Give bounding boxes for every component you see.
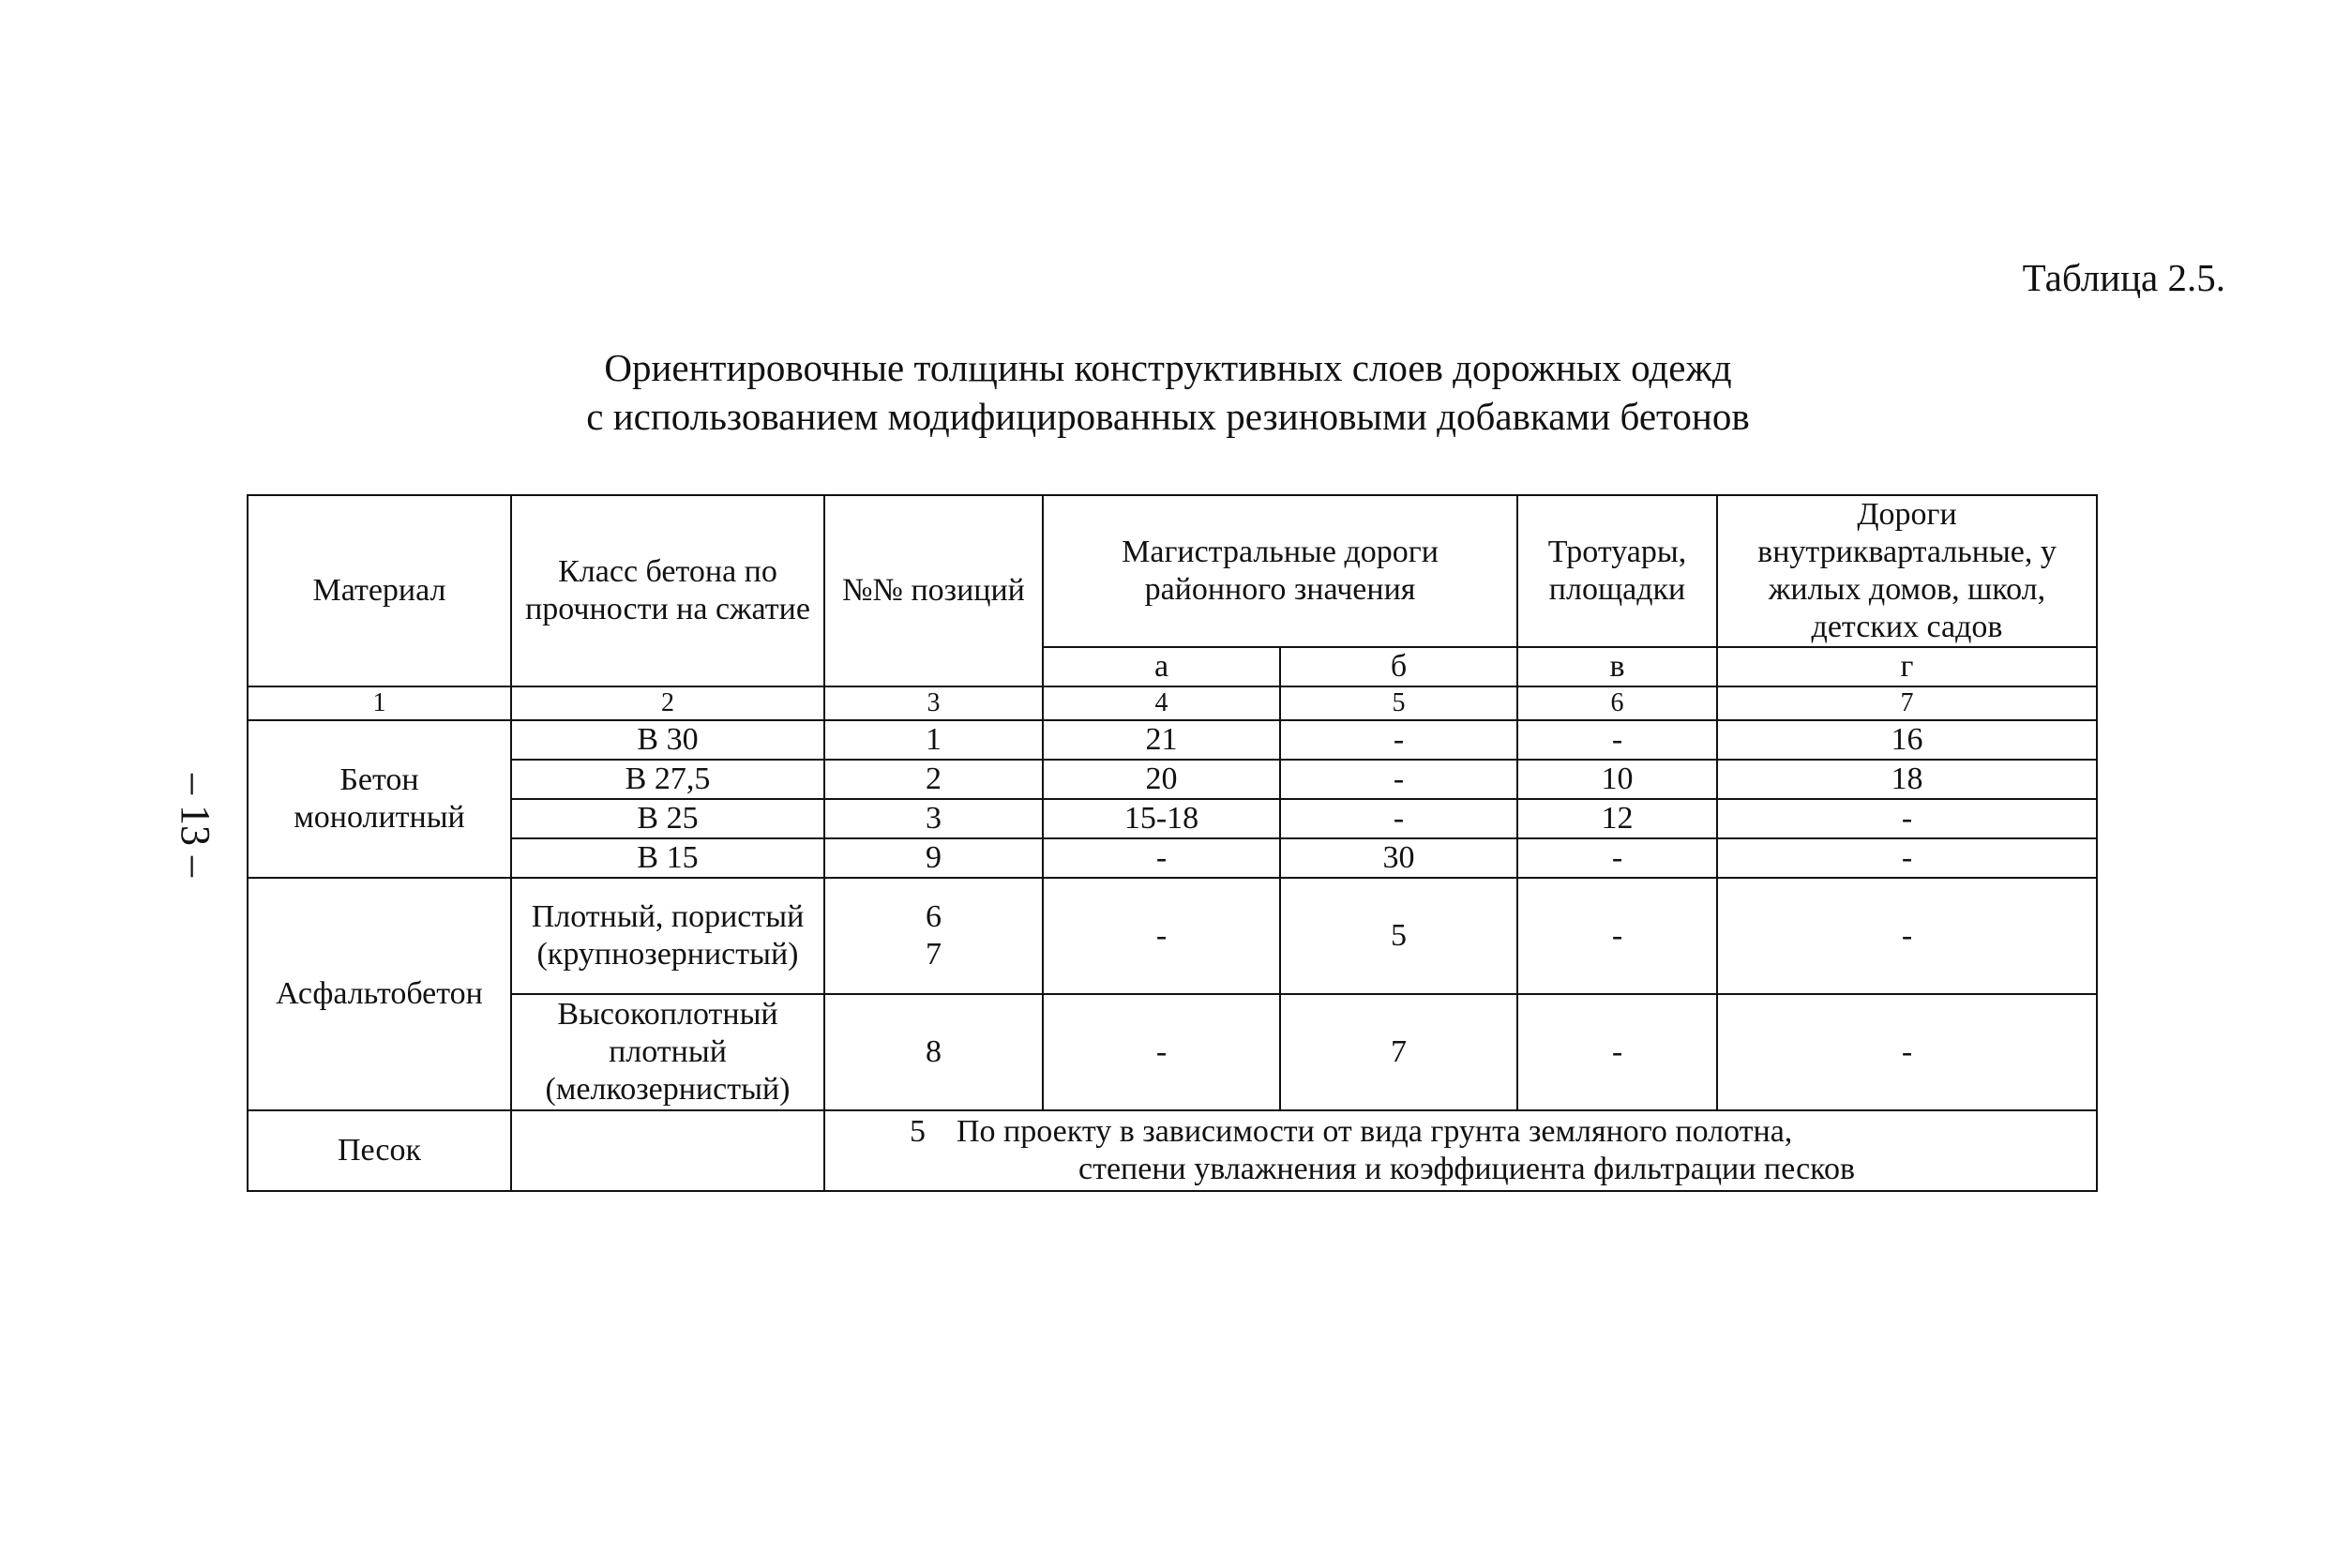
cell-b: 7 [1280, 994, 1517, 1110]
group-asphalt: Асфальтобетон [248, 878, 511, 1110]
cell-a: - [1043, 878, 1280, 994]
cell-a: - [1043, 838, 1280, 878]
cell-pos: 2 [824, 760, 1043, 799]
table-row [248, 838, 2097, 878]
header-material: Материал [248, 495, 511, 686]
cell-v: 12 [1517, 799, 1717, 838]
table-number: Таблица 2.5. [2022, 256, 2225, 299]
cell-pos: 1 [824, 720, 1043, 760]
sand-note-cell [824, 1110, 2097, 1191]
cell-b: - [1280, 720, 1517, 760]
cell-g: - [1717, 994, 2097, 1110]
sand-note-line-2: степени увлажнения и коэффициента фильтрации песков [1078, 1152, 1856, 1186]
cell-a: 21 [1043, 720, 1280, 760]
header-row [248, 495, 2097, 647]
cell-g: - [1717, 878, 2097, 994]
subheader-v: в [1517, 647, 1717, 686]
cell-v: - [1517, 838, 1717, 878]
cell-pos-line: 7 [926, 937, 942, 972]
subheader-b: б [1280, 647, 1517, 686]
header-main-roads: Магистральные дороги районного значения [1043, 495, 1517, 647]
sand-position: 5 [910, 1114, 926, 1149]
cell-v: - [1517, 878, 1717, 994]
cell-class: Высокоплотный плотный (мелкозернистый) [511, 994, 824, 1110]
cell-class: B 30 [511, 720, 824, 760]
header-positions: №№ позиций [824, 495, 1043, 686]
cell-g: - [1717, 838, 2097, 878]
cell-pos-line: 6 [926, 899, 942, 934]
column-number: 2 [511, 686, 824, 720]
cell-class: B 27,5 [511, 760, 824, 799]
cell-class [511, 1110, 824, 1191]
cell-class: B 25 [511, 799, 824, 838]
cell-v: - [1517, 994, 1717, 1110]
column-number: 6 [1517, 686, 1717, 720]
sand-note [835, 1113, 2087, 1188]
cell-g: - [1717, 799, 2097, 838]
column-number: 4 [1043, 686, 1280, 720]
page-number: – 13 – [173, 774, 219, 877]
cell-b: - [1280, 760, 1517, 799]
column-number: 5 [1280, 686, 1517, 720]
cell-b: 30 [1280, 838, 1517, 878]
cell-v: 10 [1517, 760, 1717, 799]
cell-pos: 9 [824, 838, 1043, 878]
header-intra-roads: Дороги внутриквартальные, у жилых домов, школ, детских садов [1717, 495, 2097, 647]
cell-g: 18 [1717, 760, 2097, 799]
subheader-g: г [1717, 647, 2097, 686]
table-row [248, 760, 2097, 799]
cell-pos: 3 [824, 799, 1043, 838]
column-number: 1 [248, 686, 511, 720]
group-monolithic: Бетон монолитный [248, 720, 511, 878]
cell-g: 16 [1717, 720, 2097, 760]
group-sand: Песок [248, 1110, 511, 1191]
cell-a: 20 [1043, 760, 1280, 799]
table-row [248, 720, 2097, 760]
table-row [248, 994, 2097, 1110]
title-line-2: с использованием модифицированных резиновыми добавками бетонов [586, 395, 1750, 438]
header-concrete-class: Класс бетона по прочности на сжатие [511, 495, 824, 686]
cell-a: - [1043, 994, 1280, 1110]
table-row [248, 1110, 2097, 1191]
document-title [0, 343, 2336, 441]
cell-a: 15-18 [1043, 799, 1280, 838]
column-number: 7 [1717, 686, 2097, 720]
cell-pos: 8 [824, 994, 1043, 1110]
cell-pos [824, 878, 1043, 994]
table-row [248, 878, 2097, 994]
cell-b: - [1280, 799, 1517, 838]
column-number-row [248, 686, 2097, 720]
thickness-table [247, 494, 2098, 1192]
cell-v: - [1517, 720, 1717, 760]
subheader-a: а [1043, 647, 1280, 686]
cell-class: B 15 [511, 838, 824, 878]
title-line-1: Ориентировочные толщины конструктивных слоев дорожных одежд [604, 346, 1732, 389]
cell-class: Плотный, пористый (крупнозернистый) [511, 878, 824, 994]
column-number: 3 [824, 686, 1043, 720]
sand-note-line-1: По проекту в зависимости от вида грунта земляного полотна, [957, 1114, 1793, 1149]
cell-b: 5 [1280, 878, 1517, 994]
header-sidewalks: Тротуары, площадки [1517, 495, 1717, 647]
table-row [248, 799, 2097, 838]
